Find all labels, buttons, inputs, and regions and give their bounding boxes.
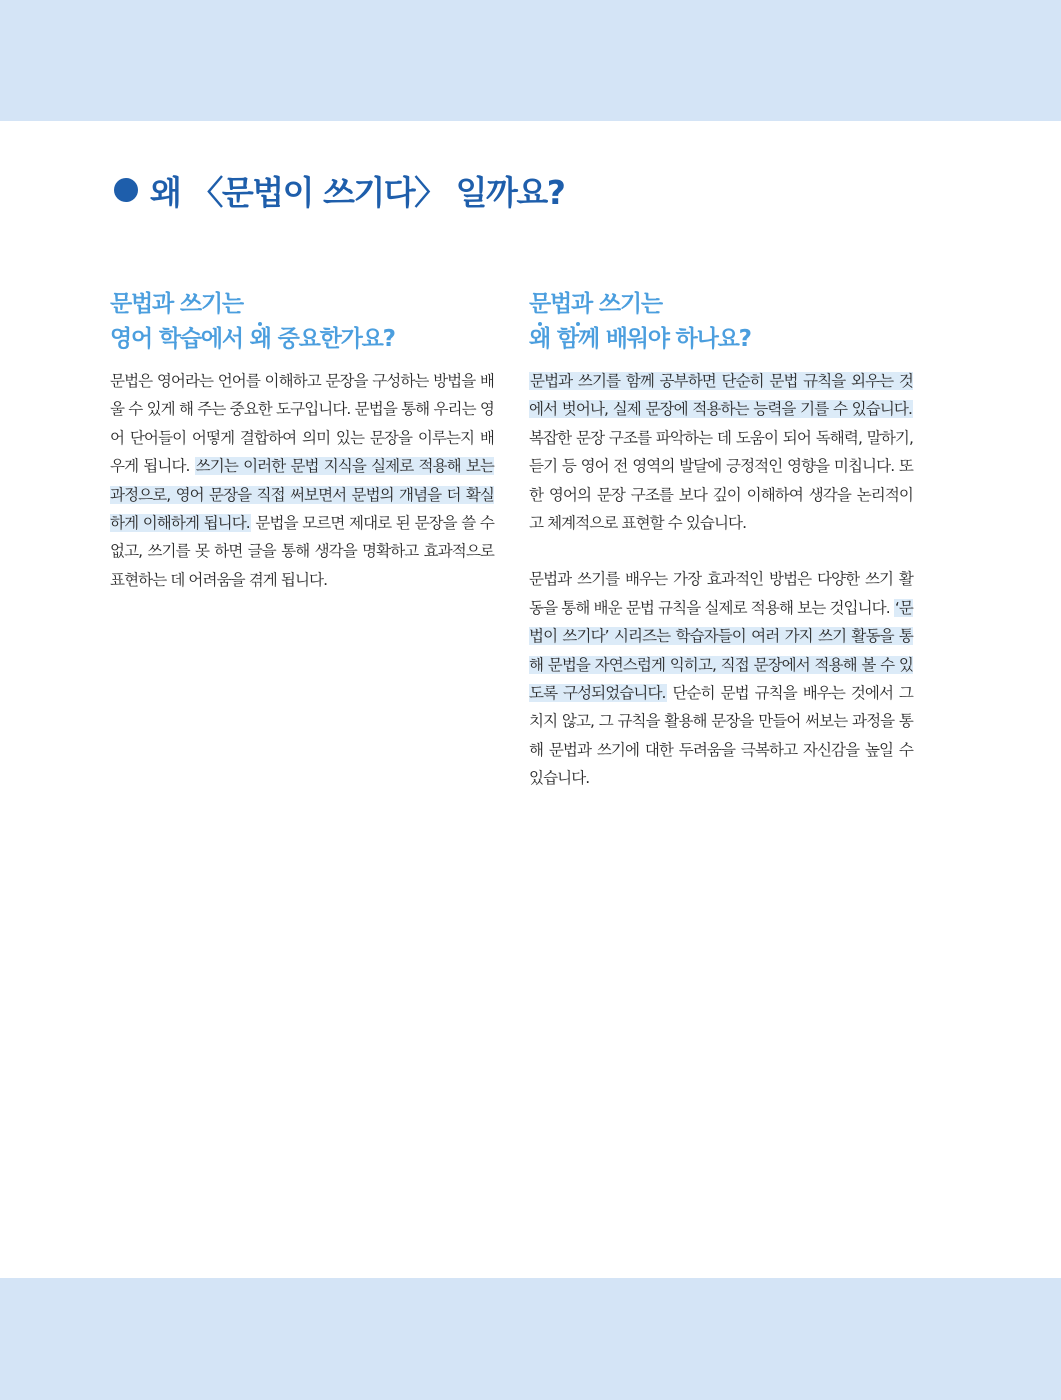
right-paragraph-2-text-b: 단순히 문법 규칙을 배우는 것에서 그치지 않고, 그 규칙을 활용해 문장을 만들어 써보는 과정을 통해 문법과 쓰기에 대한 두려움을 극복하고 자신감을 높일 수 있습니다. bbox=[529, 684, 913, 788]
right-paragraph-2-text-a: 문법과 쓰기를 배우는 가장 효과적인 방법은 다양한 쓰기 활동을 통해 배운 문법 규칙을 실제로 적용해 보는 것입니다. bbox=[529, 570, 913, 617]
right-paragraph-2-highlight: ‘문법이 쓰기다’ 시리즈는 학습자들이 여러 가지 쓰기 활동을 통해 문법을 자연스럽게 익히고, 직접 문장에서 적용해 볼 수 있도록 구성되었습니다. bbox=[529, 598, 913, 703]
left-paragraph-text-a: 문법은 영어라는 언어를 이해하고 문장을 구성하는 방법을 배울 수 있게 해 주는 중요한 도구입니다. 문법을 통해 우리는 영어 단어들이 어떻게 결합하여 의미 있는 문장을 이루는지 배우게 됩니다. bbox=[110, 372, 494, 476]
left-paragraph bbox=[110, 367, 494, 594]
left-paragraph-text-b: 문법을 모르면 제대로 된 문장을 쓸 수 없고, 쓰기를 못 하면 글을 통해 생각을 명확하고 효과적으로 표현하는 데 어려움을 겪게 됩니다. bbox=[110, 514, 494, 589]
right-question-emphasis-why: 왜 bbox=[529, 322, 550, 357]
right-paragraph-1 bbox=[529, 367, 913, 537]
left-question-line2 bbox=[110, 322, 494, 357]
right-question-space bbox=[550, 326, 557, 352]
bottom-band bbox=[0, 1278, 1061, 1400]
right-question-line1: 문법과 쓰기는 bbox=[529, 291, 662, 317]
left-question-line2-pre: 영어 학습에서 bbox=[110, 326, 250, 352]
left-question-line2-post: 중요한가요? bbox=[270, 326, 395, 352]
left-question-emphasis-why: 왜 bbox=[250, 322, 271, 357]
right-column bbox=[529, 287, 913, 793]
right-paragraph-1-text-b: 복잡한 문장 구조를 파악하는 데 도움이 되어 독해력, 말하기, 듣기 등 영어 전 영역의 발달에 긍정적인 영향을 미칩니다. 또한 영어의 문장 구조를 보다 깊이 이해하여 생각을 논리적이고 체계적으로 표현할 수 있습니다. bbox=[529, 428, 913, 533]
right-question-line2 bbox=[529, 322, 913, 357]
right-question-heading bbox=[529, 287, 913, 357]
left-paragraph-highlight: 쓰기는 이러한 문법 지식을 실제로 적용해 보는 과정으로, 영어 문장을 직접 써보면서 문법의 개념을 더 확실하게 이해하게 됩니다. bbox=[110, 457, 494, 533]
right-paragraph-2 bbox=[529, 565, 913, 792]
left-question-heading bbox=[110, 287, 494, 357]
page-title-text: 왜 〈문법이 쓰기다〉 일까요? bbox=[150, 172, 565, 212]
right-question-line2-post: 배워야 하나요? bbox=[598, 326, 751, 352]
left-question-line1: 문법과 쓰기는 bbox=[110, 291, 243, 317]
left-column bbox=[110, 287, 494, 594]
right-paragraph-1-highlight: 문법과 쓰기를 함께 공부하면 단순히 문법 규칙을 외우는 것에서 벗어나, 실제 문장에 적용하는 능력을 기를 수 있습니다. bbox=[529, 372, 913, 419]
bullet-circle-icon bbox=[114, 178, 138, 202]
page-title bbox=[114, 168, 564, 212]
right-question-emphasis-together: 함께 bbox=[557, 322, 599, 357]
top-band bbox=[0, 0, 1061, 121]
